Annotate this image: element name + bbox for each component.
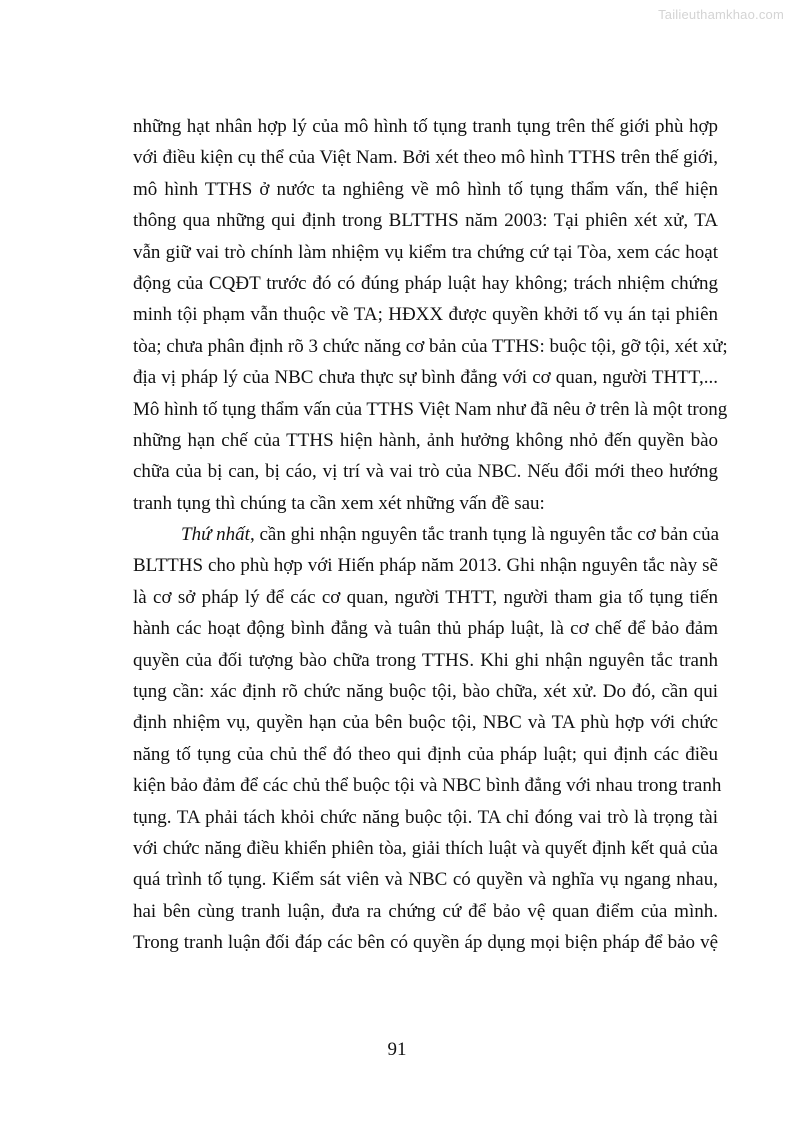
text-line: vẫn giữ vai trò chính làm nhiệm vụ kiểm tra chứng cứ tại Tòa, xem các hoạt	[133, 241, 718, 263]
text-line: năng tố tụng của chủ thể đó theo qui định của pháp luật; qui định các điều	[133, 743, 718, 765]
text-line: những hạn chế của TTHS hiện hành, ảnh hưởng không nhỏ đến quyền bào	[133, 429, 718, 451]
text-line: quá trình tố tụng. Kiểm sát viên và NBC có quyền và nghĩa vụ ngang nhau,	[133, 869, 718, 891]
text-line: với chức năng điều khiển phiên tòa, giải thích luật và quyết định kết quả của	[133, 837, 718, 859]
text-line: động của CQĐT trước đó có đúng pháp luật hay không; trách nhiệm chứng	[133, 272, 718, 294]
text-line: tụng cần: xác định rõ chức năng buộc tội, bào chữa, xét xử. Do đó, cần qui	[133, 681, 718, 703]
text-line-paragraph-start	[133, 519, 718, 550]
text-line: Mô hình tố tụng thẩm vấn của TTHS Việt Nam như đã nêu ở trên là một trong	[133, 398, 728, 420]
text-line: với điều kiện cụ thể của Việt Nam. Bởi xét theo mô hình TTHS trên thế giới,	[133, 147, 718, 169]
text-line-rest: , cần ghi nhận nguyên tắc tranh tụng là nguyên tắc cơ bản của	[249, 524, 720, 546]
text-line: thông qua những qui định trong BLTTHS năm 2003: Tại phiên xét xử, TA	[133, 210, 718, 232]
text-line: tụng. TA phải tách khỏi chức năng buộc tội. TA chỉ đóng vai trò là trọng tài	[133, 806, 718, 828]
text-line: tranh tụng thì chúng ta cần xem xét những vấn đề sau:	[133, 492, 545, 514]
body-text	[133, 111, 728, 959]
text-line: tòa; chưa phân định rõ 3 chức năng cơ bản của TTHS: buộc tội, gỡ tội, xét xử;	[133, 335, 728, 357]
text-line: những hạt nhân hợp lý của mô hình tố tụng tranh tụng trên thế giới phù hợp	[133, 116, 718, 137]
text-line: BLTTHS cho phù hợp với Hiến pháp năm 2013. Ghi nhận nguyên tắc này sẽ	[133, 555, 718, 577]
text-line: Trong tranh luận đối đáp các bên có quyền áp dụng mọi biện pháp để bảo vệ	[133, 932, 718, 954]
text-line: quyền của đối tượng bào chữa trong TTHS. Khi ghi nhận nguyên tắc tranh	[133, 649, 718, 671]
page-number: 91	[387, 1039, 407, 1060]
text-line: định nhiệm vụ, quyền hạn của bên buộc tội, NBC và TA phù hợp với chức	[133, 712, 718, 734]
text-line: hành các hoạt động bình đẳng và tuân thủ pháp luật, là cơ chế để bảo đảm	[133, 618, 718, 640]
text-line: hai bên cùng tranh luận, đưa ra chứng cứ để bảo vệ quan điểm của mình.	[133, 900, 718, 922]
watermark-text: Tailieuthamkhao.com	[658, 7, 784, 22]
text-line: minh tội phạm vẫn thuộc về TA; HĐXX được quyền khởi tố vụ án tại phiên	[133, 304, 718, 326]
emphasis-thu-nhat: Thứ nhất	[181, 524, 250, 546]
text-line: mô hình TTHS ở nước ta nghiêng về mô hình tố tụng thẩm vấn, thể hiện	[133, 178, 718, 200]
text-line: kiện bảo đảm để các chủ thể buộc tội và NBC bình đẳng với nhau trong tranh	[133, 775, 722, 797]
text-line: là cơ sở pháp lý để các cơ quan, người THTT, người tham gia tố tụng tiến	[133, 586, 718, 608]
text-line: địa vị pháp lý của NBC chưa thực sự bình đẳng với cơ quan, người THTT,...	[133, 367, 718, 389]
text-line: chữa của bị can, bị cáo, vị trí và vai trò của NBC. Nếu đổi mới theo hướng	[133, 461, 718, 483]
